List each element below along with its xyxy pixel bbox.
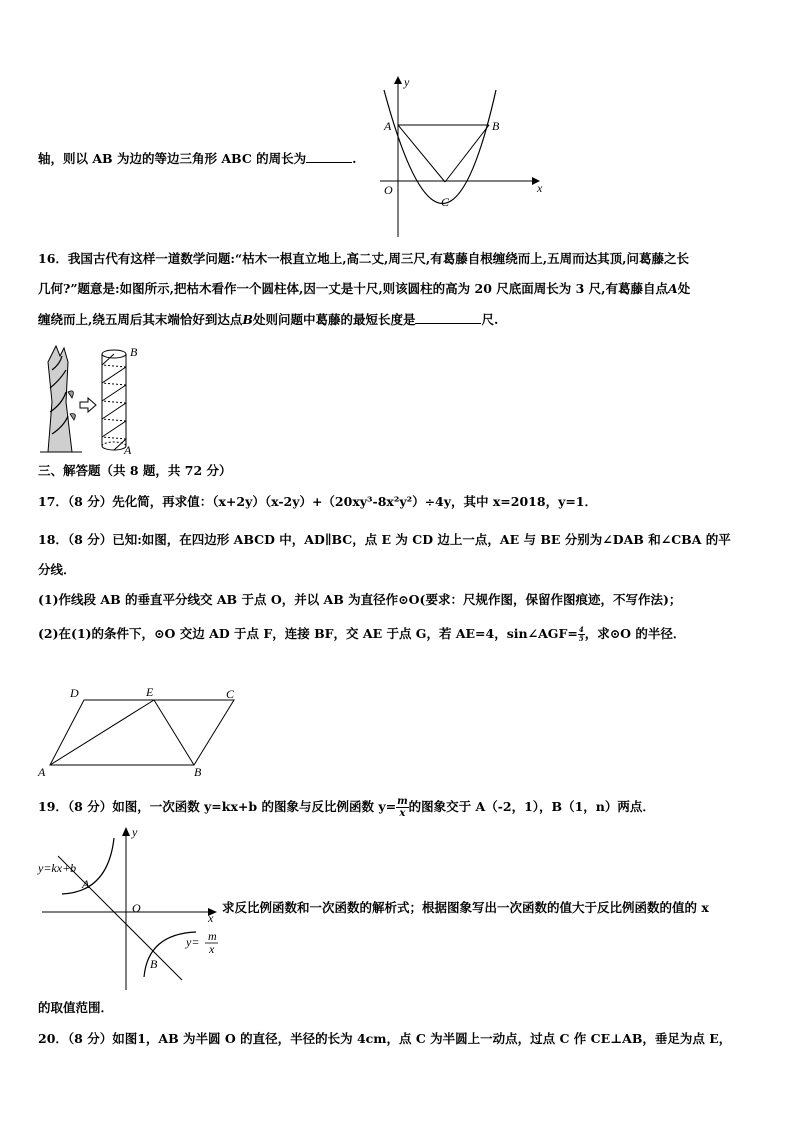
fig18-label-e: E: [146, 685, 154, 699]
q19-line3: 的取值范围．: [38, 1000, 114, 1015]
fig19-label-o: O: [132, 901, 141, 915]
fig19-curve-label: y=: [186, 935, 200, 949]
q16-line3: 缠绕而上,绕五周后其末端恰好到达点B处则问题中葛藤的最短长度是 尺.: [38, 312, 499, 327]
fig16-label-b: B: [130, 345, 138, 359]
fig19-label-b: B: [150, 957, 158, 971]
section-header: 三、解答题（共 8 题，共 72 分）: [38, 463, 232, 478]
answer-blank: [306, 162, 352, 163]
fraction: $\frac{4}{5}$: [578, 625, 584, 643]
figure-18-quadrilateral: [36, 684, 256, 779]
figure-19-functions: [36, 822, 226, 992]
q16-line2: 几何?”题意是:如图所示,把枯木看作一个圆柱体,因一丈是十尺,则该圆柱的高为 20 尺底面周长为 3 尺,有葛藤自点A处: [38, 281, 691, 296]
segment-ae: [50, 700, 154, 765]
figure-15-parabola: [370, 72, 550, 242]
q16-line1: 16．我国古代有这样一道数学问题:“枯木一根直立地上,高二丈,周三尺,有葛藤自根缠绕而上,五周而达其顶,问葛藤之长: [38, 251, 689, 266]
quadrilateral-abcd: [50, 700, 234, 765]
q18-line4: (2)在(1)的条件下，⊙O 交边 AD 于点 F，连接 BF，交 AE 于点 G，若 AE=4，sin∠AGF= $\frac{4}{5}$ ，求⊙O 的半径．: [38, 625, 686, 643]
fig19-label-x: x: [208, 911, 214, 925]
fig15-label-x: x: [537, 181, 543, 195]
fig19-label-y: y: [132, 825, 138, 839]
fig15-label-a: A: [384, 119, 392, 133]
arrow-right-icon: [80, 398, 96, 412]
q20-text: 20．（8 分）如图1，AB 为半圆 O 的直径，半径的长为 4cm，点 C 为半圆上一动点，过点 C 作 CE⊥AB，垂足为点 E，: [38, 1031, 732, 1046]
segment-ac: [398, 125, 445, 182]
cylinder-shape: [102, 350, 126, 450]
fig15-label-o: O: [384, 183, 393, 197]
fig18-label-c: C: [226, 687, 235, 701]
parabola-curve: [384, 90, 496, 204]
q17-text: 17．（8 分）先化简，再求值：（x+2y）（x-2y）+（20xy³-8x²y²）÷4y，其中 x=2018，y=1．: [38, 494, 598, 509]
figure-16-tree-cylinder: [38, 342, 148, 457]
answer-blank: [415, 323, 481, 324]
fig15-label-c: C: [441, 195, 450, 209]
fraction: $\frac{m}{x}$: [397, 796, 408, 819]
q15-text: 轴，则以 AB 为边的等边三角形 ABC 的周长为 .: [38, 151, 357, 166]
q18-line3: (1)作线段 AB 的垂直平分线交 AB 于点 O，并以 AB 为直径作⊙O(要求：尺规作图，保留作图痕迹，不写作法)；: [38, 592, 682, 607]
fig18-label-d: D: [70, 686, 79, 700]
tree-trunk-icon: [40, 346, 82, 452]
fig18-label-a: A: [38, 765, 46, 779]
fig19-curve-den: x: [209, 942, 215, 956]
fig19-line-label: y=kx+b: [38, 861, 77, 875]
segment-bc: [445, 125, 489, 182]
q18-line1: 18．（8 分）已知:如图，在四边形 ABCD 中，AD∥BC，点 E 为 CD 边上一点，AE 与 BE 分别为∠DAB 和∠CBA 的平: [38, 532, 731, 547]
fig19-curve-num: m: [208, 929, 217, 943]
fig15-label-y: y: [404, 75, 410, 89]
fig16-label-a: A: [124, 443, 132, 457]
fig15-label-b: B: [492, 119, 500, 133]
line-kx-b: [58, 856, 182, 980]
q18-line2: 分线．: [38, 562, 76, 577]
segment-be: [154, 700, 194, 765]
q19-line1: 19．（8 分）如图，一次函数 y=kx+b 的图象与反比例函数 y= $\frac{m}{x}$ 的图象交于 A（-2，1），B（1，n）两点．: [38, 796, 655, 819]
fig18-label-b: B: [194, 765, 202, 779]
q19-line2: 求反比例函数和一次函数的解析式；根据图象写出一次函数的值大于反比例函数的值的 x: [222, 900, 709, 915]
fig19-label-a: A: [82, 877, 90, 891]
